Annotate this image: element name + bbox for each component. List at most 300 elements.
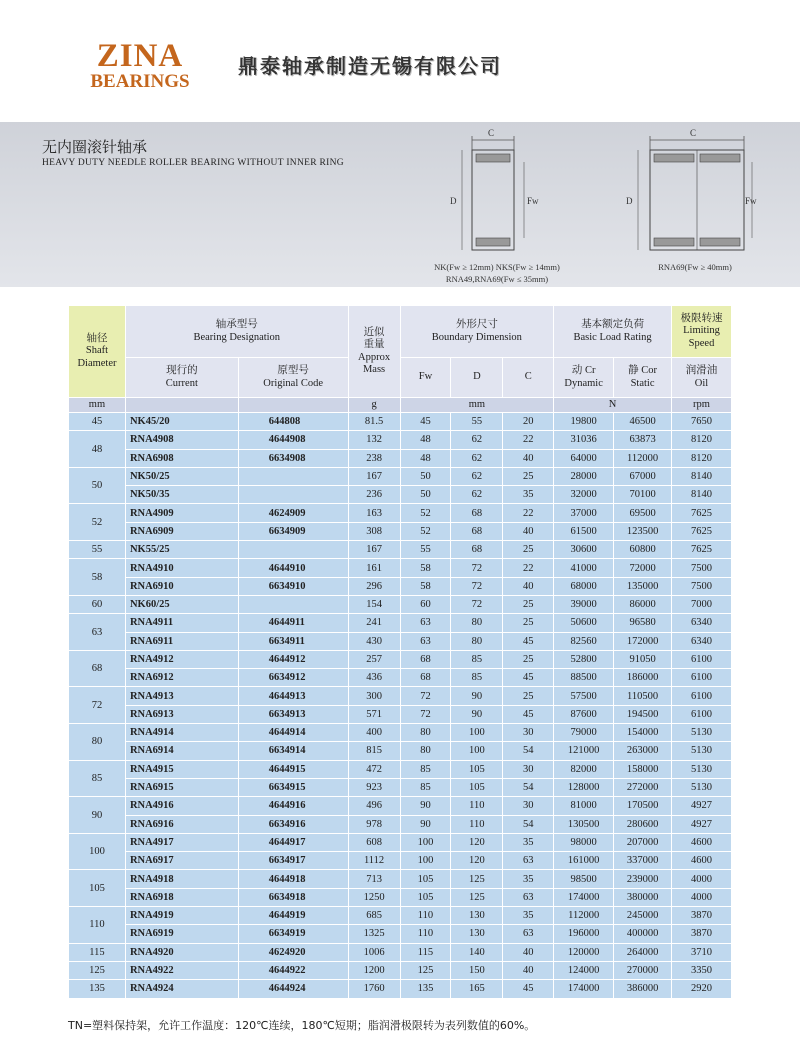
current-code-cell: RNA4910 xyxy=(125,559,238,577)
speed-cell: 8120 xyxy=(672,449,732,467)
cr-cell: 88500 xyxy=(554,669,614,687)
fw-cell: 68 xyxy=(400,650,451,668)
table-row xyxy=(69,815,732,833)
cor-cell: 69500 xyxy=(614,504,672,522)
speed-cell: 6100 xyxy=(672,705,732,723)
current-code-cell: RNA6912 xyxy=(125,669,238,687)
current-code-cell: RNA4920 xyxy=(125,943,238,961)
unit-blank xyxy=(125,398,238,413)
unit-speed: rpm xyxy=(672,398,732,413)
original-code-cell: 6634919 xyxy=(238,925,348,943)
current-code-cell: RNA4922 xyxy=(125,961,238,979)
current-code-cell: RNA6908 xyxy=(125,449,238,467)
fw-cell: 105 xyxy=(400,888,451,906)
d-cell: 130 xyxy=(451,907,503,925)
cr-cell: 28000 xyxy=(554,467,614,485)
mass-cell: 167 xyxy=(348,467,400,485)
cor-cell: 60800 xyxy=(614,541,672,559)
d-cell: 140 xyxy=(451,943,503,961)
bearing-diagram-left xyxy=(440,130,540,260)
cor-cell: 154000 xyxy=(614,724,672,742)
mass-cell: 472 xyxy=(348,760,400,778)
cor-cell: 263000 xyxy=(614,742,672,760)
mass-cell: 430 xyxy=(348,632,400,650)
cor-cell: 123500 xyxy=(614,522,672,540)
mass-cell: 308 xyxy=(348,522,400,540)
mass-cell: 436 xyxy=(348,669,400,687)
shaft-diameter-cell: 125 xyxy=(69,961,126,979)
mass-cell: 257 xyxy=(348,650,400,668)
cr-cell: 57500 xyxy=(554,687,614,705)
speed-cell: 6340 xyxy=(672,632,732,650)
table-row xyxy=(69,541,732,559)
fw-cell: 72 xyxy=(400,687,451,705)
table-row xyxy=(69,943,732,961)
header-designation: 轴承型号 Bearing Designation xyxy=(125,306,348,358)
original-code-cell: 6634909 xyxy=(238,522,348,540)
speed-cell: 4600 xyxy=(672,852,732,870)
d-cell: 62 xyxy=(451,467,503,485)
cr-cell: 196000 xyxy=(554,925,614,943)
cor-cell: 72000 xyxy=(614,559,672,577)
fw-cell: 58 xyxy=(400,559,451,577)
c-cell: 25 xyxy=(503,541,554,559)
diagram-left-label-d: D xyxy=(450,196,457,206)
header-boundary: 外形尺寸 Boundary Dimension xyxy=(400,306,554,358)
cr-cell: 52800 xyxy=(554,650,614,668)
cor-cell: 272000 xyxy=(614,778,672,796)
speed-cell: 4927 xyxy=(672,815,732,833)
shaft-diameter-cell: 58 xyxy=(69,559,126,596)
fw-cell: 115 xyxy=(400,943,451,961)
shaft-diameter-cell: 72 xyxy=(69,687,126,724)
fw-cell: 63 xyxy=(400,632,451,650)
d-cell: 110 xyxy=(451,815,503,833)
d-cell: 80 xyxy=(451,614,503,632)
mass-cell: 923 xyxy=(348,778,400,796)
c-cell: 25 xyxy=(503,687,554,705)
current-code-cell: RNA6919 xyxy=(125,925,238,943)
speed-cell: 6100 xyxy=(672,687,732,705)
mass-cell: 1112 xyxy=(348,852,400,870)
d-cell: 120 xyxy=(451,852,503,870)
cr-cell: 82000 xyxy=(554,760,614,778)
shaft-diameter-cell: 50 xyxy=(69,467,126,504)
unit-shaft: mm xyxy=(69,398,126,413)
speed-cell: 7625 xyxy=(672,541,732,559)
mass-cell: 163 xyxy=(348,504,400,522)
c-cell: 63 xyxy=(503,888,554,906)
shaft-diameter-cell: 68 xyxy=(69,650,126,687)
current-code-cell: RNA4908 xyxy=(125,431,238,449)
c-cell: 35 xyxy=(503,486,554,504)
header-shaft: 轴径 Shaft Diameter xyxy=(69,306,126,398)
unit-boundary: mm xyxy=(400,398,554,413)
table-row xyxy=(69,724,732,742)
original-code-cell: 4644914 xyxy=(238,724,348,742)
d-cell: 90 xyxy=(451,705,503,723)
speed-cell: 3350 xyxy=(672,961,732,979)
speed-cell: 7625 xyxy=(672,522,732,540)
original-code-cell: 4644908 xyxy=(238,431,348,449)
c-cell: 54 xyxy=(503,778,554,796)
original-code-cell: 4624920 xyxy=(238,943,348,961)
speed-cell: 4927 xyxy=(672,797,732,815)
mass-cell: 81.5 xyxy=(348,413,400,431)
c-cell: 40 xyxy=(503,522,554,540)
fw-cell: 110 xyxy=(400,925,451,943)
cr-cell: 120000 xyxy=(554,943,614,961)
mass-cell: 400 xyxy=(348,724,400,742)
shaft-diameter-cell: 115 xyxy=(69,943,126,961)
header-current: 现行的 Current xyxy=(125,358,238,398)
cr-cell: 174000 xyxy=(554,888,614,906)
current-code-cell: NK55/25 xyxy=(125,541,238,559)
original-code-cell: 4644922 xyxy=(238,961,348,979)
original-code-cell: 4624909 xyxy=(238,504,348,522)
cor-cell: 67000 xyxy=(614,467,672,485)
c-cell: 30 xyxy=(503,797,554,815)
current-code-cell: RNA4912 xyxy=(125,650,238,668)
original-code-cell: 6634914 xyxy=(238,742,348,760)
table-row xyxy=(69,632,732,650)
cr-cell: 37000 xyxy=(554,504,614,522)
diagram-right-label-d: D xyxy=(626,196,633,206)
diagram-left-caption-2: RNA49,RNA69(Fw ≤ 35mm) xyxy=(445,274,549,284)
c-cell: 54 xyxy=(503,815,554,833)
diagram-right-caption: RNA69(Fw ≥ 40mm) xyxy=(658,262,732,272)
cor-cell: 135000 xyxy=(614,577,672,595)
c-cell: 40 xyxy=(503,577,554,595)
footnote: TN=塑料保持架，允许工作温度：120℃连续，180℃短期；脂润滑极限转为表列数值的60%。 xyxy=(68,1019,536,1032)
bearing-spec-table xyxy=(68,305,732,999)
original-code-cell xyxy=(238,486,348,504)
fw-cell: 50 xyxy=(400,486,451,504)
cor-cell: 63873 xyxy=(614,431,672,449)
current-code-cell: RNA4914 xyxy=(125,724,238,742)
mass-cell: 296 xyxy=(348,577,400,595)
original-code-cell xyxy=(238,595,348,613)
d-cell: 62 xyxy=(451,449,503,467)
shaft-diameter-cell: 63 xyxy=(69,614,126,651)
cr-cell: 81000 xyxy=(554,797,614,815)
speed-cell: 6100 xyxy=(672,669,732,687)
cr-cell: 61500 xyxy=(554,522,614,540)
table-row xyxy=(69,413,732,431)
fw-cell: 50 xyxy=(400,467,451,485)
fw-cell: 90 xyxy=(400,797,451,815)
original-code-cell: 6634908 xyxy=(238,449,348,467)
d-cell: 130 xyxy=(451,925,503,943)
current-code-cell: RNA4918 xyxy=(125,870,238,888)
table-row xyxy=(69,980,732,998)
mass-cell: 571 xyxy=(348,705,400,723)
header-fw: Fw xyxy=(400,358,451,398)
bearing-diagram-right xyxy=(620,130,760,260)
diagram-left-caption-1: NK(Fw ≥ 12mm) NKS(Fw ≥ 14mm) xyxy=(434,262,560,272)
mass-cell: 1325 xyxy=(348,925,400,943)
d-cell: 125 xyxy=(451,888,503,906)
original-code-cell: 4644911 xyxy=(238,614,348,632)
mass-cell: 300 xyxy=(348,687,400,705)
d-cell: 90 xyxy=(451,687,503,705)
cor-cell: 194500 xyxy=(614,705,672,723)
mass-cell: 1006 xyxy=(348,943,400,961)
d-cell: 80 xyxy=(451,632,503,650)
mass-cell: 154 xyxy=(348,595,400,613)
speed-cell: 3870 xyxy=(672,925,732,943)
c-cell: 30 xyxy=(503,724,554,742)
unit-load: N xyxy=(554,398,672,413)
cr-cell: 64000 xyxy=(554,449,614,467)
speed-cell: 7625 xyxy=(672,504,732,522)
fw-cell: 110 xyxy=(400,907,451,925)
current-code-cell: RNA4924 xyxy=(125,980,238,998)
cor-cell: 110500 xyxy=(614,687,672,705)
original-code-cell xyxy=(238,467,348,485)
c-cell: 25 xyxy=(503,650,554,668)
cr-cell: 41000 xyxy=(554,559,614,577)
shaft-diameter-cell: 110 xyxy=(69,907,126,944)
cr-cell: 68000 xyxy=(554,577,614,595)
d-cell: 55 xyxy=(451,413,503,431)
original-code-cell: 4644916 xyxy=(238,797,348,815)
header-c: C xyxy=(503,358,554,398)
speed-cell: 6340 xyxy=(672,614,732,632)
c-cell: 25 xyxy=(503,595,554,613)
cr-cell: 128000 xyxy=(554,778,614,796)
d-cell: 100 xyxy=(451,742,503,760)
current-code-cell: RNA6915 xyxy=(125,778,238,796)
speed-cell: 5130 xyxy=(672,778,732,796)
speed-cell: 8140 xyxy=(672,467,732,485)
current-code-cell: RNA6917 xyxy=(125,852,238,870)
header-cor: 静 Cor Static xyxy=(614,358,672,398)
d-cell: 165 xyxy=(451,980,503,998)
speed-cell: 7500 xyxy=(672,559,732,577)
original-code-cell: 4644913 xyxy=(238,687,348,705)
mass-cell: 1760 xyxy=(348,980,400,998)
original-code-cell xyxy=(238,541,348,559)
fw-cell: 72 xyxy=(400,705,451,723)
current-code-cell: NK60/25 xyxy=(125,595,238,613)
c-cell: 45 xyxy=(503,669,554,687)
table-row xyxy=(69,888,732,906)
cor-cell: 207000 xyxy=(614,833,672,851)
speed-cell: 4000 xyxy=(672,888,732,906)
c-cell: 54 xyxy=(503,742,554,760)
speed-cell: 3710 xyxy=(672,943,732,961)
table-row xyxy=(69,760,732,778)
cr-cell: 50600 xyxy=(554,614,614,632)
table-row xyxy=(69,650,732,668)
original-code-cell: 6634910 xyxy=(238,577,348,595)
cor-cell: 239000 xyxy=(614,870,672,888)
mass-cell: 496 xyxy=(348,797,400,815)
table-row xyxy=(69,522,732,540)
current-code-cell: RNA4911 xyxy=(125,614,238,632)
cor-cell: 400000 xyxy=(614,925,672,943)
cor-cell: 172000 xyxy=(614,632,672,650)
d-cell: 85 xyxy=(451,650,503,668)
d-cell: 72 xyxy=(451,595,503,613)
cr-cell: 39000 xyxy=(554,595,614,613)
table-row xyxy=(69,431,732,449)
logo-line-2: BEARINGS xyxy=(90,71,190,92)
d-cell: 72 xyxy=(451,577,503,595)
d-cell: 85 xyxy=(451,669,503,687)
current-code-cell: RNA6909 xyxy=(125,522,238,540)
table-row xyxy=(69,907,732,925)
speed-cell: 3870 xyxy=(672,907,732,925)
shaft-diameter-cell: 55 xyxy=(69,541,126,559)
fw-cell: 80 xyxy=(400,742,451,760)
cor-cell: 158000 xyxy=(614,760,672,778)
header-oil: 润滑油 Oil xyxy=(672,358,732,398)
mass-cell: 978 xyxy=(348,815,400,833)
cr-cell: 130500 xyxy=(554,815,614,833)
shaft-diameter-cell: 60 xyxy=(69,595,126,613)
fw-cell: 85 xyxy=(400,778,451,796)
current-code-cell: NK50/35 xyxy=(125,486,238,504)
d-cell: 68 xyxy=(451,541,503,559)
original-code-cell: 4644917 xyxy=(238,833,348,851)
current-code-cell: RNA4913 xyxy=(125,687,238,705)
original-code-cell: 4644918 xyxy=(238,870,348,888)
table-row xyxy=(69,595,732,613)
table-row xyxy=(69,449,732,467)
table-row xyxy=(69,577,732,595)
header-mass: 近似 重量 Approx Mass xyxy=(348,306,400,398)
fw-cell: 63 xyxy=(400,614,451,632)
cor-cell: 91050 xyxy=(614,650,672,668)
original-code-cell: 6634915 xyxy=(238,778,348,796)
fw-cell: 58 xyxy=(400,577,451,595)
cr-cell: 82560 xyxy=(554,632,614,650)
cr-cell: 98500 xyxy=(554,870,614,888)
d-cell: 110 xyxy=(451,797,503,815)
shaft-diameter-cell: 85 xyxy=(69,760,126,797)
header-speed: 极限转速 Limiting Speed xyxy=(672,306,732,358)
c-cell: 45 xyxy=(503,705,554,723)
mass-cell: 241 xyxy=(348,614,400,632)
d-cell: 125 xyxy=(451,870,503,888)
mass-cell: 713 xyxy=(348,870,400,888)
speed-cell: 8120 xyxy=(672,431,732,449)
c-cell: 35 xyxy=(503,870,554,888)
original-code-cell: 6634911 xyxy=(238,632,348,650)
speed-cell: 4600 xyxy=(672,833,732,851)
table-row xyxy=(69,687,732,705)
cr-cell: 161000 xyxy=(554,852,614,870)
unit-mass: g xyxy=(348,398,400,413)
c-cell: 22 xyxy=(503,504,554,522)
cr-cell: 98000 xyxy=(554,833,614,851)
speed-cell: 4000 xyxy=(672,870,732,888)
mass-cell: 161 xyxy=(348,559,400,577)
diagram-right-label-fw: Fw xyxy=(745,196,757,206)
fw-cell: 100 xyxy=(400,852,451,870)
c-cell: 25 xyxy=(503,614,554,632)
mass-cell: 238 xyxy=(348,449,400,467)
fw-cell: 60 xyxy=(400,595,451,613)
fw-cell: 45 xyxy=(400,413,451,431)
original-code-cell: 4644924 xyxy=(238,980,348,998)
mass-cell: 608 xyxy=(348,833,400,851)
zina-bearings-logo xyxy=(84,40,196,91)
table-row xyxy=(69,705,732,723)
speed-cell: 8140 xyxy=(672,486,732,504)
speed-cell: 6100 xyxy=(672,650,732,668)
header-original: 原型号 Original Code xyxy=(238,358,348,398)
speed-cell: 7650 xyxy=(672,413,732,431)
cor-cell: 380000 xyxy=(614,888,672,906)
c-cell: 25 xyxy=(503,467,554,485)
header-d: D xyxy=(451,358,503,398)
d-cell: 68 xyxy=(451,522,503,540)
table-row xyxy=(69,778,732,796)
speed-cell: 2920 xyxy=(672,980,732,998)
cr-cell: 32000 xyxy=(554,486,614,504)
diagram-left-label-c: C xyxy=(488,128,495,138)
d-cell: 105 xyxy=(451,778,503,796)
fw-cell: 135 xyxy=(400,980,451,998)
table-row xyxy=(69,797,732,815)
speed-cell: 7500 xyxy=(672,577,732,595)
current-code-cell: RNA6918 xyxy=(125,888,238,906)
current-code-cell: RNA6916 xyxy=(125,815,238,833)
c-cell: 40 xyxy=(503,961,554,979)
cor-cell: 86000 xyxy=(614,595,672,613)
fw-cell: 52 xyxy=(400,522,451,540)
cor-cell: 96580 xyxy=(614,614,672,632)
table-row xyxy=(69,852,732,870)
fw-cell: 55 xyxy=(400,541,451,559)
c-cell: 63 xyxy=(503,925,554,943)
page-title-en: HEAVY DUTY NEEDLE ROLLER BEARING WITHOUT INNER RING xyxy=(42,158,344,168)
c-cell: 40 xyxy=(503,449,554,467)
d-cell: 100 xyxy=(451,724,503,742)
cor-cell: 270000 xyxy=(614,961,672,979)
cor-cell: 337000 xyxy=(614,852,672,870)
table-row xyxy=(69,486,732,504)
current-code-cell: RNA4917 xyxy=(125,833,238,851)
cor-cell: 245000 xyxy=(614,907,672,925)
current-code-cell: NK50/25 xyxy=(125,467,238,485)
c-cell: 35 xyxy=(503,907,554,925)
d-cell: 150 xyxy=(451,961,503,979)
current-code-cell: NK45/20 xyxy=(125,413,238,431)
cor-cell: 280600 xyxy=(614,815,672,833)
company-name: 鼎泰轴承制造无锡有限公司 xyxy=(238,54,502,78)
mass-cell: 132 xyxy=(348,431,400,449)
cr-cell: 112000 xyxy=(554,907,614,925)
logo-line-1: ZINA xyxy=(96,38,184,74)
spec-table-body xyxy=(69,413,732,999)
diagram-right-label-c: C xyxy=(690,128,697,138)
original-code-cell: 4644912 xyxy=(238,650,348,668)
current-code-cell: RNA6914 xyxy=(125,742,238,760)
fw-cell: 48 xyxy=(400,431,451,449)
current-code-cell: RNA6911 xyxy=(125,632,238,650)
fw-cell: 105 xyxy=(400,870,451,888)
c-cell: 35 xyxy=(503,833,554,851)
current-code-cell: RNA4919 xyxy=(125,907,238,925)
original-code-cell: 6634916 xyxy=(238,815,348,833)
table-row xyxy=(69,467,732,485)
speed-cell: 5130 xyxy=(672,724,732,742)
mass-cell: 1250 xyxy=(348,888,400,906)
